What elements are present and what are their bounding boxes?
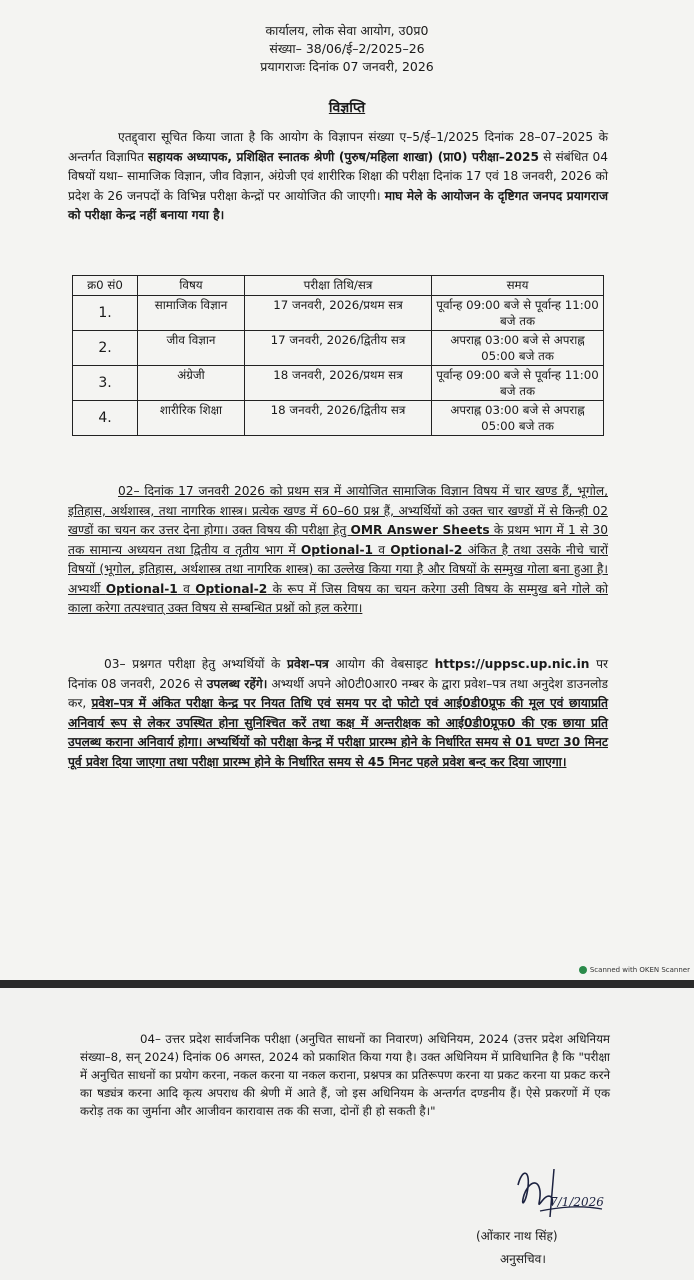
signer-designation: अनुसचिव।	[500, 1252, 546, 1266]
cell-subject: शारीरिक शिक्षा	[138, 401, 245, 436]
scanner-watermark: Scanned with OKEN Scanner	[579, 966, 690, 974]
cell-serial: 3.	[73, 366, 138, 401]
cell-time: पूर्वान्ह 09:00 बजे से पूर्वान्ह 11:00 बजे तक	[432, 296, 604, 331]
notice-title: विज्ञप्ति	[328, 100, 366, 116]
website-url: https://uppsc.up.nic.in	[434, 657, 590, 671]
col-subject: विषय	[138, 276, 245, 296]
signer-name: (ओंकार नाथ सिंह)	[476, 1229, 558, 1243]
cell-time: अपराह्न 03:00 बजे से अपराह्न 05:00 बजे तक	[432, 401, 604, 436]
table-header-row	[73, 276, 604, 296]
cell-serial: 1.	[73, 296, 138, 331]
exam-schedule-table	[72, 275, 604, 436]
table-row	[73, 331, 604, 366]
signature	[510, 1165, 620, 1229]
table-row	[73, 401, 604, 436]
place-date: प्रयागराजः दिनांक 07 जनवरी, 2026	[260, 59, 434, 74]
paragraph-02: 02– दिनांक 17 जनवरी 2026 को प्रथम सत्र में आयोजित सामाजिक विज्ञान विषय में चार खण्ड हैं, भूगोल, इतिहास, अर्थशास्त्र, तथा नागरिक शास्त्र। प्रत्येक खण्ड में 60–60 प्रश्न हैं, अभ्यर्थियों को उक्त चार खण्डों में से किन्ही 02 खण्डों का चयन कर उत्तर देना होगा। उक्त विषय की परीक्षा हेतु OMR Answer Sheets के प्रथम भाग में 1 से 30 तक सामान्य अध्ययन तथा द्वितीय व तृतीय भाग में Optional-1 व Optional-2 अंकित है तथा उसके नीचे चारों विषयों (भूगोल, इतिहास, अर्थशास्त्र तथा नागरिक शास्त्र) का उल्लेख किया गया है और विषयों के सम्मुख गोला बना हुआ है। अभ्यर्थी Optional-1 व Optional-2 के रूप में जिस विषय का चयन करेगा उसी विषय के सम्मुख बने गोले को काला करेगा तत्पश्चात् उक्त विषय से सम्बन्धित प्रश्नों को हल करेगा।	[68, 484, 608, 615]
cell-subject: अंग्रेजी	[138, 366, 245, 401]
table-row	[73, 366, 604, 401]
cell-date: 18 जनवरी, 2026/प्रथम सत्र	[245, 366, 432, 401]
cell-serial: 4.	[73, 401, 138, 436]
reference-number: संख्या– 38/06/ई–2/2025–26	[269, 41, 425, 56]
col-date-session: परीक्षा तिथि/सत्र	[245, 276, 432, 296]
intro-paragraph: एतद्द्वारा सूचित किया जाता है कि आयोग के विज्ञापन संख्या ए–5/ई–1/2025 दिनांक 28–07–2025 के अन्तर्गत विज्ञापित सहायक अध्यापक, प्रशिक्षित स्नातक श्रेणी (पुरुष/महिला शाखा) (प्रा0) परीक्षा–2025 से संबंधित 04 विषयों यथा– सामाजिक विज्ञान, जीव विज्ञान, अंग्रेजी एवं शारीरिक शिक्षा की परीक्षा दिनांक 17 एवं 18 जनवरी, 2026 को प्रदेश के 26 जनपदों के विभिन्न परीक्षा केन्द्रों पर आयोजित की जाएगी। माघ मेले के आयोजन के दृष्टिगत जनपद प्रयागराज को परीक्षा केन्द्र नहीं बनाया गया है।	[68, 130, 608, 222]
cell-date: 18 जनवरी, 2026/द्वितीय सत्र	[245, 401, 432, 436]
paragraph-04: 04– उत्तर प्रदेश सार्वजनिक परीक्षा (अनुचित साधनों का निवारण) अधिनियम, 2024 (उत्तर प्रदेश अधिनियम संख्या–8, सन् 2024) दिनांक 06 अगस्त, 2024 को प्रकाशित किया गया है। उक्त अधिनियम में प्राविधानित है कि "परीक्षा में अनुचित साधनों का प्रयोग करना, नकल करना या नकल कराना, प्रश्नपत्र का प्रतिरूपण करना या प्रकट करना या प्रकट करने का षड्यंत्र करना आदि कृत्य अपराध की श्रेणी में आते हैं, जो इस अधिनियम के अन्तर्गत दण्डनीय हैं। ऐसे प्रकरणों में एक करोड़ तक का जुर्माना और आजीवन कारावास तक की सजा, दोनों ही हो सकती है।"	[80, 1032, 610, 1118]
office-name: कार्यालय, लोक सेवा आयोग, उ0प्र0	[265, 23, 429, 38]
col-time: समय	[432, 276, 604, 296]
paragraph-03: 03– प्रश्नगत परीक्षा हेतु अभ्यर्थियों के प्रवेश–पत्र आयोग की वेबसाइट https://uppsc.up.nic.in पर दिनांक 08 जनवरी, 2026 से उपलब्ध रहेंगे। अभ्यर्थी अपने ओ0टी0आर0 नम्बर के द्वारा प्रवेश–पत्र तथा अनुदेश डाउनलोड कर, प्रवेश–पत्र में अंकित परीक्षा केन्द्र पर नियत तिथि एवं समय पर दो फोटो एवं आई0डी0प्रूफ की मूल एवं छायाप्रति अनिवार्य रूप से लेकर उपस्थित होना सुनिश्चित करें तथा कक्ष में अन्तरीक्षक को आई0डी0प्रूफ0 की एक छाया प्रति उपलब्ध कराना अनिवार्य होगा। अभ्यर्थियों को परीक्षा केन्द्र में परीक्षा प्रारम्भ होने के निर्धारित समय से 01 घण्टा 30 मिनट पूर्व प्रवेश दिया जाएगा तथा परीक्षा प्रारम्भ होने के निर्धारित समय से 45 मिनट पहले प्रवेश बन्द कर दिया जाएगा।	[68, 657, 609, 769]
cell-subject: सामाजिक विज्ञान	[138, 296, 245, 331]
signature-date: 7/1/2026	[550, 1195, 604, 1209]
col-serial: क्र0 सं0	[73, 276, 138, 296]
scanner-logo-icon	[579, 966, 587, 974]
cell-subject: जीव विज्ञान	[138, 331, 245, 366]
cell-serial: 2.	[73, 331, 138, 366]
notice-page-2	[0, 988, 694, 1280]
table-row	[73, 296, 604, 331]
cell-date: 17 जनवरी, 2026/प्रथम सत्र	[245, 296, 432, 331]
cell-time: अपराह्न 03:00 बजे से अपराह्न 05:00 बजे तक	[432, 331, 604, 366]
cell-time: पूर्वान्ह 09:00 बजे से पूर्वान्ह 11:00 बजे तक	[432, 366, 604, 401]
cell-date: 17 जनवरी, 2026/द्वितीय सत्र	[245, 331, 432, 366]
